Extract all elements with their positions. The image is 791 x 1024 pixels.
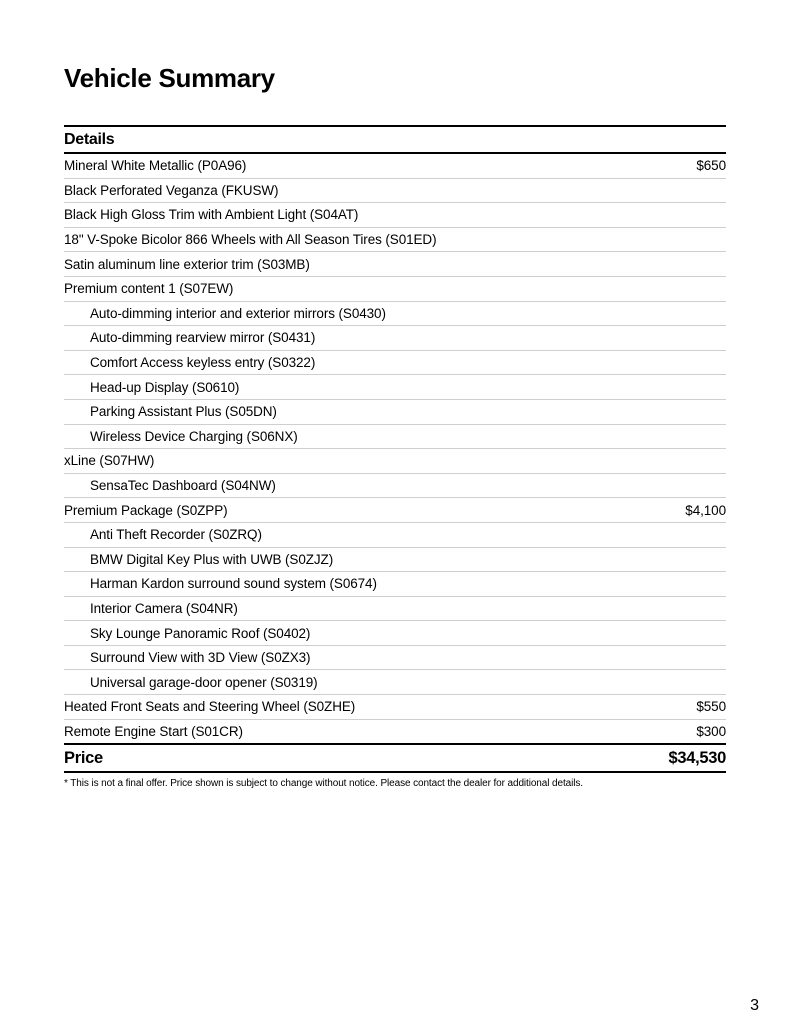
option-row bbox=[64, 228, 726, 253]
option-subitem-row bbox=[64, 597, 726, 622]
option-subitem-row bbox=[64, 572, 726, 597]
option-label: Sky Lounge Panoramic Roof (S0402) bbox=[90, 625, 311, 641]
option-label: Head-up Display (S0610) bbox=[90, 379, 240, 395]
price-disclaimer: * This is not a final offer. Price shown is subject to change without notice. Please contact the dealer for additional details. bbox=[64, 778, 583, 790]
option-subitem-row bbox=[64, 302, 726, 327]
option-subitem-row bbox=[64, 326, 726, 351]
option-label: Parking Assistant Plus (S05DN) bbox=[90, 404, 277, 420]
option-label: Harman Kardon surround sound system (S0674) bbox=[90, 576, 377, 592]
option-label: Remote Engine Start (S01CR) bbox=[64, 723, 243, 739]
option-subitem-row bbox=[64, 523, 726, 548]
option-subitem-row bbox=[64, 474, 726, 499]
option-row bbox=[64, 498, 726, 523]
option-subitem-row bbox=[64, 548, 726, 573]
option-label: Satin aluminum line exterior trim (S03MB) bbox=[64, 256, 310, 272]
option-label: Wireless Device Charging (S06NX) bbox=[90, 428, 298, 444]
option-row bbox=[64, 449, 726, 474]
option-label: Anti Theft Recorder (S0ZRQ) bbox=[90, 527, 262, 543]
option-label: Interior Camera (S04NR) bbox=[90, 600, 238, 616]
option-label: Comfort Access keyless entry (S0322) bbox=[90, 355, 316, 371]
option-label: Black Perforated Veganza (FKUSW) bbox=[64, 182, 279, 198]
details-section-header bbox=[64, 125, 726, 154]
option-label: Universal garage-door opener (S0319) bbox=[90, 674, 318, 690]
option-label: xLine (S07HW) bbox=[64, 453, 155, 469]
option-price: $300 bbox=[696, 723, 726, 739]
option-subitem-row bbox=[64, 425, 726, 450]
option-subitem-row bbox=[64, 375, 726, 400]
option-subitem-row bbox=[64, 621, 726, 646]
option-subitem-row bbox=[64, 670, 726, 695]
option-rows bbox=[64, 154, 726, 745]
option-subitem-row bbox=[64, 646, 726, 671]
option-label: BMW Digital Key Plus with UWB (S0ZJZ) bbox=[90, 551, 334, 567]
option-subitem-row bbox=[64, 351, 726, 376]
option-row bbox=[64, 203, 726, 228]
total-price-value: $34,530 bbox=[668, 748, 726, 767]
option-price: $650 bbox=[696, 158, 726, 174]
option-price: $4,100 bbox=[685, 502, 726, 518]
vehicle-summary-table bbox=[64, 125, 726, 789]
option-label: Premium content 1 (S07EW) bbox=[64, 281, 234, 297]
option-label: Auto-dimming interior and exterior mirrors (S0430) bbox=[90, 305, 386, 321]
details-header-label: Details bbox=[64, 130, 115, 148]
page-number: 3 bbox=[750, 997, 759, 1014]
option-row bbox=[64, 154, 726, 179]
option-row bbox=[64, 695, 726, 720]
option-label: Heated Front Seats and Steering Wheel (S0ZHE) bbox=[64, 699, 356, 715]
option-row bbox=[64, 277, 726, 302]
option-label: Mineral White Metallic (P0A96) bbox=[64, 158, 247, 174]
option-label: Surround View with 3D View (S0ZX3) bbox=[90, 650, 311, 666]
option-label: Auto-dimming rearview mirror (S0431) bbox=[90, 330, 316, 346]
option-price: $550 bbox=[696, 699, 726, 715]
option-label: Premium Package (S0ZPP) bbox=[64, 502, 228, 518]
option-row bbox=[64, 720, 726, 746]
total-price-label: Price bbox=[64, 748, 103, 767]
total-price-row bbox=[64, 745, 726, 773]
option-label: Black High Gloss Trim with Ambient Light (S04AT) bbox=[64, 207, 359, 223]
option-row bbox=[64, 179, 726, 204]
option-label: 18" V-Spoke Bicolor 866 Wheels with All Season Tires (S01ED) bbox=[64, 232, 437, 248]
option-subitem-row bbox=[64, 400, 726, 425]
option-row bbox=[64, 252, 726, 277]
option-label: SensaTec Dashboard (S04NW) bbox=[90, 478, 276, 494]
page-title: Vehicle Summary bbox=[64, 63, 275, 93]
